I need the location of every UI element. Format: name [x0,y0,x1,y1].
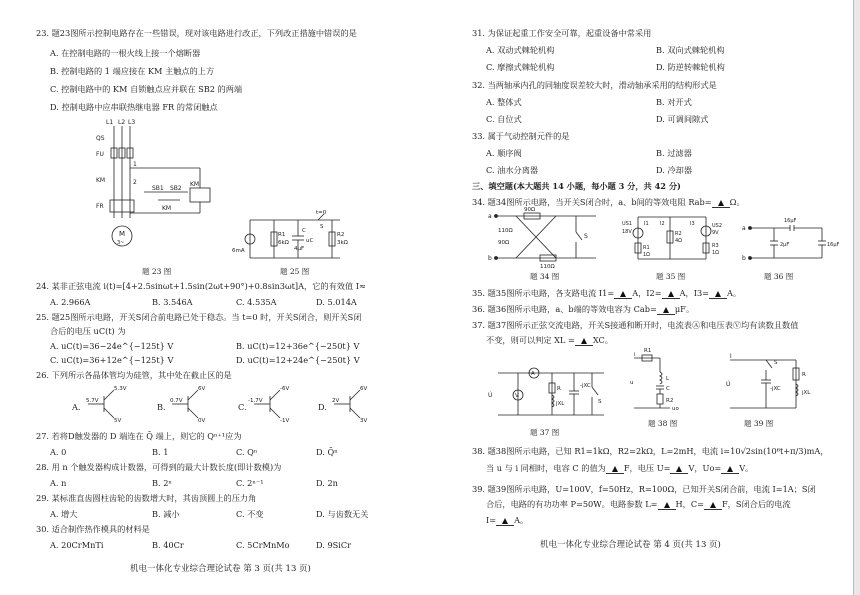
fig38-label-r2: R2 [666,398,674,404]
q24-option-d: D. 5.014A [316,297,357,307]
q39-stem: 39. 题39图所示电路，U=100V，f=50Hz，R=100Ω，已知开关S闭合前，电流 I=1A；S闭 [472,484,816,494]
triangle-icon [581,338,587,344]
q23-option-a: A. 在控制电路的一根火线上接一个熔断器 [50,48,201,58]
q37-stem-cont: 不变，则可以判定 XL = [486,335,575,345]
q35-i2: A，I2= [632,288,662,298]
fig23-label-l: L3 [128,119,136,126]
right-page [430,0,860,595]
q25-stem: 25. 题25图所示电路，开关S闭合前电路已处于稳态。当 t=0 时，开关S闭合，则开关S闭 [36,312,362,322]
q26-option-b: B. [157,402,166,412]
fig37-label-u: U̇ [488,392,493,399]
fig34-label-s: S [584,233,588,240]
triangle-icon [502,518,508,524]
triangle-icon [727,466,733,472]
fig37-label-xl: jXL [556,401,565,407]
answer-blank [662,288,680,299]
q26-b-vb: 0.7V [170,398,183,404]
answer-blank [657,304,675,315]
q28-option-c: C. 2ⁿ⁻¹ [236,478,264,488]
q32-option-d: D. 可调间隙式 [656,114,709,124]
fig23-label-l: L1 [106,119,114,126]
q26-stem: 26. 下列所示各晶体管均为硅管，其中处在截止区的是 [36,370,232,380]
q38-line [486,463,753,474]
section-title: 三、填空题(本大题共 14 小题，每小题 3 分，共 42 分) [472,181,681,191]
triangle-icon [676,466,682,472]
fig23-label-3ph: 3~ [117,240,125,246]
fig34-label-r3: 90Ω [498,240,510,246]
q34-stem: 34. 题34图所示电路，当开关S闭合时，a、b间的等效电阻 Rab= [472,197,712,207]
fig36-label-b: b [742,255,746,262]
q24-option-b: B. 3.546A [152,297,193,307]
fig25-label-s: S [320,224,324,230]
triangle-icon [620,291,626,297]
fig38-diagram [630,348,690,412]
fig35-label-i3: I3 [690,221,695,227]
q39-end: A。 [514,515,529,525]
q26-transistor-d [334,384,374,424]
q26-transistor-c [248,384,294,424]
q39-f: F，S闭合后的电流 [721,499,791,509]
fig23-label-1: 1 [133,161,137,168]
q26-d-ve: 3V [360,418,368,424]
fig25-diagram [232,210,350,265]
fig35-label-r3v: 1Ω [712,250,720,256]
fig23-label-km: KM [96,177,106,184]
q33-option-a: A. 顺序阀 [486,148,522,158]
q38-end: V。 [739,463,754,473]
q37-end: XC。 [592,335,613,345]
q30-option-c: C. 5CrMnMo [236,540,290,550]
q34-line [472,197,745,208]
fig35-label-us1v: 18V [622,229,632,235]
fig23-label-km: KM [162,205,172,212]
fig36-caption: 题 36 图 [764,272,794,281]
q30-option-b: B. 40Cr [152,540,184,550]
fig36-label-c3: 16μF [827,242,840,248]
q38-v: V，Uo= [688,463,722,473]
q23-option-c: C. 控制电路中的 KM 自锁触点应并联在 SB2 的两端 [50,84,243,94]
fig35-label-i1: I1 [644,221,649,227]
fig25-caption: 题 25 图 [280,267,310,276]
fig35-label-r3: R3 [712,243,719,249]
q31-option-a: A. 双动式棘轮机构 [486,45,555,55]
q25-option-d: D. uC(t)=12+24e^{−250t} V [236,355,360,365]
answer-blank [670,463,688,474]
fig23-label-km: KM [190,181,200,188]
q38-stem: 38. 题38图所示电路，已知 R1=1kΩ，R2=2kΩ，L=2mH，电流 i=10√2sin(10⁶t+π/3)mA， [472,446,829,456]
q23-stem: 23. 题23图所示控制电路存在一些错误，现对该电路进行改正，下列改正措施中错误的是 [36,28,357,38]
q37-line [486,335,613,346]
q26-transistor-a [88,384,128,424]
q26-c-ve: -1V [280,418,290,424]
answer-blank [712,197,730,208]
q38-stem-cont: 当 u 与 i 同相时，电容 C 的值为 [486,463,606,473]
fig39-label-xl: jXL [802,390,811,396]
fig25-label-cv: 4μF [294,246,305,252]
q29-option-a: A. 增大 [50,509,78,519]
right-page-footer: 机电一体化专业综合理论试卷 第 4 页(共 13 页) [540,540,721,550]
fig38-label-l: L [666,376,670,382]
q39-h: H，C= [675,499,704,509]
q33-option-b: B. 过滤器 [656,148,692,158]
fig39-label-s: S [774,360,778,366]
answer-blank [709,288,727,299]
q27-option-c: C. Qⁿ [236,447,258,457]
q39-stem-cont2: I= [486,515,497,525]
fig36-label-c2: 2μF [780,242,790,248]
q26-c-vc: -6V [280,386,290,392]
fig23-label-sb2: SB2 [170,185,182,192]
q38-f: F，电压 U= [623,463,671,473]
q26-a-ve: 5V [114,418,122,424]
q32-option-a: A. 整体式 [486,97,522,107]
q26-a-vb: 5.7V [86,398,99,404]
q28-stem: 28. 用 n 个触发器构成计数器，可得到的最大计数长度(即计数模)为 [36,462,282,472]
fig39-caption: 题 39 图 [744,419,774,428]
q26-option-c: C. [238,402,247,412]
fig35-label-r1: R1 [643,245,650,251]
fig34-caption: 题 34 图 [530,272,560,281]
q28-option-d: D. 2n [316,478,338,488]
triangle-icon [612,466,618,472]
triangle-icon [715,291,721,297]
fig25-label-source: 6mA [232,248,245,254]
fig38-caption: 题 38 图 [648,419,678,428]
fig23-label-sb1: SB1 [152,185,164,192]
fig38-label-u: u [630,380,634,386]
fig25-label-r1: R1 [278,232,286,238]
q39-line [486,499,791,510]
fig35-label-r1v: 1Ω [643,252,651,258]
answer-blank [721,463,739,474]
q25-stem-cont: 合后的电压 uC(t) 为 [50,326,126,336]
q24-stem: 24. 某非正弦电流 i(t)=[4+2.5sinωt+1.5sin(2ωt+90°)+0.8sin3ωt]A，它的有效值 I≈ [36,281,366,291]
answer-blank [704,499,722,510]
answer-blank [496,515,514,526]
fig35-diagram [622,213,740,263]
fig38-label-uo: uo [672,406,679,412]
fig37-caption: 题 37 图 [530,428,560,437]
fig37-diagram [488,365,614,420]
q26-b-vc: 6V [198,386,206,392]
fig23-label-fr: FR [96,203,104,210]
fig36-label-c1: 16μF [784,218,797,224]
q26-b-ve: 0V [198,418,206,424]
q35-line [472,288,741,299]
q31-option-b: B. 双向式棘轮机构 [656,45,725,55]
fig39-label-r: R [802,372,806,378]
fig23-diagram [96,118,230,258]
q25-option-c: C. uC(t)=36+12e^{−125t} V [50,355,174,365]
q36-line [472,304,694,315]
q37-stem: 37. 题37图所示正弦交流电路，开关S接通和断开时，电流表Ⓐ和电压表Ⓥ均有读数且数值 [472,320,799,330]
q26-d-vc: 6V [360,386,368,392]
q39-stem-cont: 合后，电路的有功功率 P=50W。电路参数 L= [486,499,658,509]
answer-blank [658,499,676,510]
answer-blank [575,335,593,346]
q23-option-d: D. 控制电路中应串联热继电器 FR 的常闭触点 [50,102,218,112]
fig34-label-r1: 90Ω [524,207,536,213]
q29-option-d: D. 与齿数无关 [316,509,369,519]
q29-option-c: C. 不变 [236,509,264,519]
q35-end: A。 [727,288,742,298]
q39-line-2 [486,515,528,526]
fig36-diagram [742,216,840,264]
q36-end: μF。 [674,304,695,314]
q26-a-vc: 5.3V [114,386,127,392]
answer-blank [614,288,632,299]
q26-option-a: A. [72,402,81,412]
triangle-icon [664,502,670,508]
fig34-label-r4: 110Ω [540,264,555,270]
fig37-label-voltmeter: V [515,393,519,399]
fig25-label-r1v: 6kΩ [278,240,289,246]
q31-option-d: D. 防逆转棘轮机构 [656,62,725,72]
fig39-label-i: İ [730,354,732,360]
q30-option-a: A. 20CrMnTi [50,540,104,550]
q24-option-a: A. 2.966A [50,297,91,307]
q26-c-vb: -1.7V [248,398,263,404]
q35-stem: 35. 题35图所示电路，各支路电流 I1= [472,288,615,298]
fig37-label-xc: -jXC [580,383,591,389]
fig35-label-i2: I2 [660,221,665,227]
q30-stem: 30. 适合制作热作模具的材料是 [36,524,150,534]
q32-option-b: B. 对开式 [656,97,692,107]
left-page-footer: 机电一体化专业综合理论试卷 第 3 页(共 13 页) [130,564,311,574]
q32-option-c: C. 自位式 [486,114,522,124]
fig38-label-r1: R1 [644,348,652,354]
triangle-icon [663,307,669,313]
fig38-label-i: i [634,352,636,358]
q27-option-d: D. Q̄ⁿ [316,447,338,457]
q23-option-b: B. 控制电路的 1 端应接在 KM 主触点的上方 [50,66,215,76]
q35-i3: A，I3= [679,288,710,298]
fig23-label-2: 2 [133,179,137,186]
q36-stem: 36. 题36图所示电路，a、b端的等效电容为 Cab= [472,304,657,314]
q29-option-b: B. 减小 [152,509,180,519]
q33-stem: 33. 属于气动控制元件的是 [472,131,570,141]
q33-option-d: D. 冷却器 [656,165,693,175]
fig36-label-a: a [742,225,746,232]
triangle-icon [718,200,724,206]
book-page-edge [853,0,860,595]
fig25-label-r2: R2 [337,232,345,238]
answer-blank [606,463,624,474]
q28-option-b: B. 2ⁿ [152,478,172,488]
q34-unit: Ω。 [729,197,745,207]
fig37-label-s: S [598,399,602,405]
fig34-diagram [488,207,606,270]
fig34-label-b: b [488,255,492,262]
fig38-label-c: C [666,386,670,392]
q25-option-b: B. uC(t)=12+36e^{−250t} V [236,341,360,351]
q26-d-vb: 2V [332,398,340,404]
q24-option-c: C. 4.535A [236,297,277,307]
fig25-label-c: C [302,228,306,234]
fig35-label-r2: R2 [675,231,682,237]
fig23-caption: 题 23 图 [142,267,172,276]
fig37-label-ammeter: A [531,371,535,377]
q29-stem: 29. 某标准直齿圆柱齿轮的齿数增大时，其齿顶圆上的压力角 [36,493,257,503]
q27-option-b: B. 1 [152,447,169,457]
q28-option-a: A. n [50,478,67,488]
q26-option-d: D. [318,402,327,412]
q25-option-a: A. uC(t)=36−24e^{−125t} V [50,341,174,351]
triangle-icon [710,502,716,508]
fig39-label-xc: -jXC [770,386,781,392]
q32-stem: 32. 当两轴承内孔的同轴度误差较大时，滑动轴承采用的结构形式是 [472,80,717,90]
fig35-label-r2v: 4Ω [675,238,683,244]
fig23-label-m: M [119,230,126,238]
q26-transistor-b [172,384,212,424]
q27-option-a: A. 0 [50,447,67,457]
fig35-label-us2v: 9V [712,230,719,236]
fig23-label-fu: FU [96,151,104,158]
fig35-caption: 题 35 图 [656,272,686,281]
fig25-label-t0: t=0 [316,210,327,216]
q31-stem: 31. 为保证起重工作安全可靠，起重设备中常采用 [472,28,652,38]
fig35-label-us1: US1 [622,221,633,227]
triangle-icon [668,291,674,297]
fig23-label-l: L2 [118,119,126,126]
q31-option-c: C. 摩擦式棘轮机构 [486,62,555,72]
fig37-label-r: R [557,386,561,392]
fig34-label-a: a [488,213,492,220]
fig39-label-u: U̇ [726,381,731,388]
fig25-label-uc: uC [306,238,314,244]
fig23-label-qs: QS [96,135,105,142]
fig34-label-r2: 110Ω [498,228,513,234]
q33-option-c: C. 油水分离器 [486,165,539,175]
fig39-diagram [726,354,826,412]
fig35-label-us2: US2 [712,223,723,229]
q27-stem: 27. 若将D触发器的 D 端连在 Q̄ 端上，则它的 Qⁿ⁺¹应为 [36,431,242,441]
q30-option-d: D. 9SiCr [316,540,352,550]
fig25-label-r2v: 3kΩ [337,240,348,246]
